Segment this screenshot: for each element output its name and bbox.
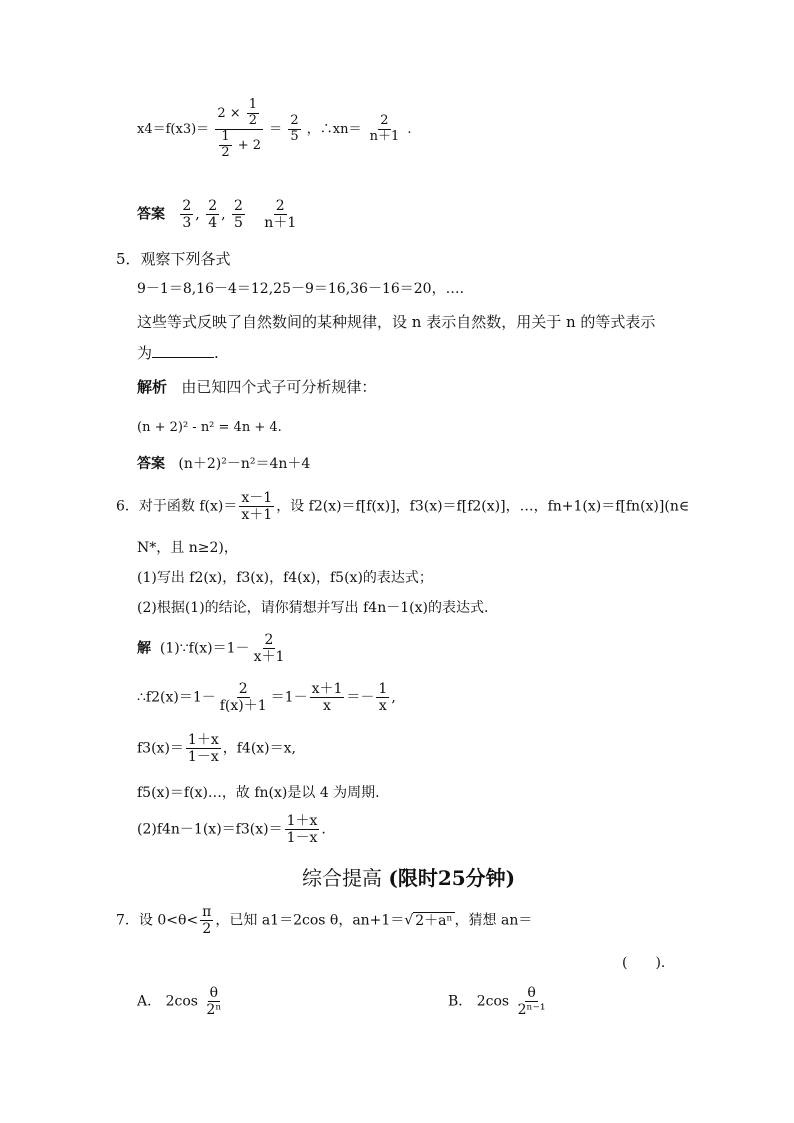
- q6-solution-3: f3(x)＝ $\frac{1+x}{1-x}$ ，f4(x)＝x,: [137, 732, 296, 766]
- q7-answer-paren: ( ).: [622, 955, 666, 971]
- analysis-label: 解析: [137, 378, 168, 396]
- sqrt-expression: 2＋aⁿ: [415, 912, 453, 929]
- q6-intro: 6．对于函数 f(x)＝ $\frac{x-1}{x+1}$ ，设 f2(x)＝f[f(x)]，f3(x)＝f[f2(x)]，…，fn+1(x)＝f[fn(x)](n∈: [116, 490, 690, 524]
- xn-fraction: $\frac{2}{n+1}$: [369, 112, 400, 144]
- solution-label: 解: [137, 640, 151, 657]
- option-b[interactable]: B． 2cos $\frac{\theta}{\text{2ⁿ⁻¹}}$: [448, 985, 546, 1019]
- q6-part2: (2)根据(1)的结论，请你猜想并写出 f4n－1(x)的表达式.: [137, 600, 489, 616]
- q5-number: 5．: [116, 250, 141, 268]
- x4-eq: x4＝f(x3)＝: [137, 121, 210, 137]
- q6-line2: N*，且 n≥2)，: [137, 540, 238, 556]
- q5-analysis-formula: (n + 2)² - n² = 4n + 4.: [137, 420, 282, 435]
- option-a[interactable]: A． 2cos $\frac{\theta}{\text{2ⁿ}}$: [137, 985, 222, 1019]
- q5-line2: 这些等式反映了自然数间的某种规律，设 n 表示自然数，用关于 n 的等式表示: [137, 313, 656, 331]
- answer-blank: [152, 345, 214, 358]
- q7-stem: 7．设 0<θ< $\frac{\pi}{2}$ ，已知 a1＝2cos θ，an+1＝√ 2＋aⁿ ，猜想 an＝: [116, 904, 533, 938]
- x4-big-fraction: 2 × $\frac{1}{2}$ $\frac{1}{2}$ + 2: [217, 97, 262, 160]
- two-fifths: $\frac{2}{5}$: [290, 112, 299, 144]
- q5-line3: 为 .: [137, 344, 219, 362]
- q5-analysis: 解析 由已知四个式子可分析规律：: [137, 378, 377, 396]
- q6-part1: (1)写出 f2(x)，f3(x)，f4(x)，f5(x)的表达式；: [137, 570, 433, 586]
- section-heading: 综合提高 (限时25分钟): [302, 866, 516, 890]
- answer-line-1: 答案 $\frac{2}{3}$ , $\frac{2}{4}$ , $\frac{2}{5}$ $\frac{2}{n+1}$: [137, 198, 297, 232]
- answer-label: 答案: [137, 456, 165, 472]
- q6-number: 6．: [116, 498, 139, 515]
- q5-line1: 9－1＝8,16－4＝12,25－9＝16,36－16＝20，….: [137, 281, 465, 297]
- x4-formula-line: x4＝f(x3)＝ 2 × $\frac{1}{2}$ $\frac{1}{2}$ + 2 ＝ $\frac{2}{5}$ ，∴xn＝ $\frac{2}{n+1}$ .: [137, 97, 412, 160]
- q6-solution-2: ∴f2(x)＝1－ $\frac{2}{f(x)+1}$ ＝1－ $\frac{x+1}{x}$ ＝－ $\frac{1}{x}$ ,: [137, 681, 396, 715]
- q6-solution-4: f5(x)＝f(x)…，故 fn(x)是以 4 为周期.: [137, 785, 380, 801]
- q5-answer: 答案 (n＋2)²－n²＝4n＋4: [137, 456, 311, 472]
- q6-solution-1: 解 (1)∵f(x)＝1－ $\frac{2}{x+1}$: [137, 632, 285, 666]
- therefore-xn: ，∴xn＝: [306, 121, 362, 137]
- answer-label: 答案: [137, 206, 165, 223]
- q7-number: 7．: [116, 912, 139, 929]
- q5-title: 5．观察下列各式: [116, 250, 231, 268]
- q6-solution-5: (2)f4n－1(x)＝f3(x)＝ $\frac{1+x}{1-x}$ .: [137, 813, 326, 847]
